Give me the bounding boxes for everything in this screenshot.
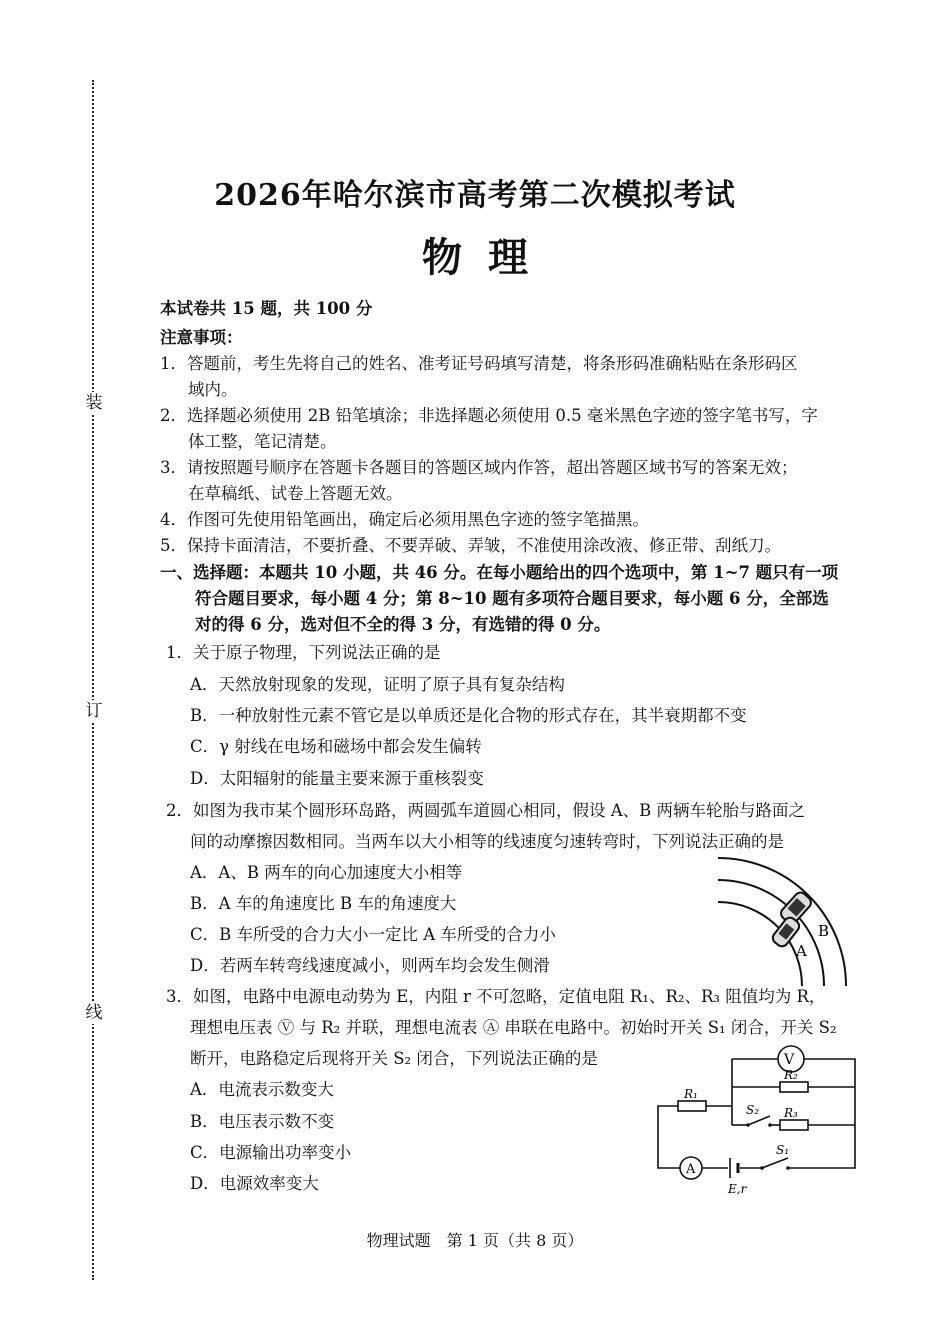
q2-stem-line-1: 2．如图为我市某个圆形环岛路，两圆弧车道圆心相同，假设 A、B 两辆车轮胎与路面之 — [166, 801, 806, 820]
binding-char-zhuang: 装 — [85, 393, 103, 413]
notice-4: 4．作图可先使用铅笔画出，确定后必须用黑色字迹的签字笔描黑。 — [160, 510, 649, 529]
label-a: A — [796, 942, 807, 960]
subject-title: 物理 — [422, 234, 554, 281]
notice-1-line-1: 1．答题前，考生先将自己的姓名、准考证号码填写清楚，将条形码准确粘贴在条形码区 — [160, 354, 798, 373]
section-1-line-1: 一、选择题：本题共 10 小题，共 46 分。在每小题给出的四个选项中，第 1~7 题只有一项 — [160, 563, 839, 582]
s2-label: S₂ — [746, 1103, 760, 1117]
r1-resistor — [678, 1101, 706, 1111]
binding-char-xian: 线 — [85, 1003, 103, 1023]
page-footer: 物理试题 第 1 页（共 8 页） — [366, 1231, 584, 1250]
section-1-line-3: 对的得 6 分，选对但不全的得 3 分，有选错的得 0 分。 — [195, 615, 611, 634]
notice-1-line-2: 域内。 — [188, 380, 238, 399]
s1-switch — [762, 1158, 788, 1168]
q3-option-b: B．电压表示数不变 — [190, 1112, 335, 1131]
q1-option-a: A．天然放射现象的发现，证明了原子具有复杂结构 — [190, 675, 565, 694]
notice-2-line-1: 2．选择题必须使用 2B 铅笔填涂；非选择题必须使用 0.5 毫米黑色字迹的签字笔书写，字 — [160, 406, 818, 425]
q3-stem-line-3: 断开，电路稳定后现将开关 S₂ 闭合，下列说法正确的是 — [190, 1049, 598, 1068]
s2-switch — [748, 1116, 770, 1125]
q3-option-a: A．电流表示数变大 — [190, 1080, 334, 1099]
q2-option-a: A．A、B 两车的向心加速度大小相等 — [190, 863, 463, 882]
notice-3-line-1: 3．请按照题号顺序在答题卡各题目的答题区域内作答，超出答题区域书写的答案无效； — [160, 458, 798, 477]
s1-label: S₁ — [776, 1143, 790, 1157]
voltmeter-label: V — [784, 1052, 795, 1068]
q1-stem: 1．关于原子物理，下列说法正确的是 — [166, 643, 441, 662]
q3-option-c: C．电源输出功率变小 — [190, 1143, 352, 1162]
r1-label: R₁ — [684, 1087, 698, 1101]
q3-stem-line-2: 理想电压表 Ⓥ 与 R₂ 并联，理想电流表 Ⓐ 串联在电路中。初始时开关 S₁ 闭合，开关 S₂ — [190, 1018, 837, 1037]
q2-option-c: C．B 车所受的合力大小一定比 A 车所受的合力小 — [190, 925, 556, 944]
battery-label: E,r — [728, 1182, 747, 1196]
q2-option-b: B．A 车的角速度比 B 车的角速度大 — [190, 894, 457, 913]
r3-label: R₃ — [784, 1106, 798, 1120]
notice-3-line-2: 在草稿纸、试卷上答题无效。 — [188, 484, 403, 503]
label-b: B — [818, 922, 830, 940]
binding-char-ding: 订 — [85, 701, 103, 721]
notice-5: 5．保持卡面清洁，不要折叠、不要弄破、弄皱，不准使用涂改液、修正带、刮纸刀。 — [160, 536, 781, 555]
q1-option-d: D．太阳辐射的能量主要来源于重核裂变 — [190, 769, 484, 788]
q3-option-d: D．电源效率变大 — [190, 1174, 319, 1193]
q1-option-c: C．γ 射线在电场和磁场中都会发生偏转 — [190, 737, 482, 756]
roundabout-figure — [700, 852, 860, 986]
notice-heading: 注意事项： — [160, 328, 243, 347]
circuit-figure — [650, 1040, 865, 1200]
section-1-line-2: 符合题目要求，每小题 4 分；第 8~10 题有多项符合题目要求，每小题 6 分，全部选 — [195, 589, 829, 608]
exam-info: 本试卷共 15 题，共 100 分 — [160, 299, 373, 318]
q1-option-b: B．一种放射性元素不管它是以单质还是化合物的形式存在，其半衰期都不变 — [190, 706, 747, 725]
q2-stem-line-2: 间的动摩擦因数相同。当两车以大小相等的线速度匀速转弯时，下列说法正确的是 — [190, 832, 784, 851]
q2-option-d: D．若两车转弯线速度减小，则两车均会发生侧滑 — [190, 956, 550, 975]
ammeter-label: A — [686, 1162, 696, 1177]
exam-title: 2026年哈尔滨市高考第二次模拟考试 — [214, 178, 736, 213]
r3-resistor — [780, 1120, 808, 1130]
r2-label: R₂ — [784, 1068, 798, 1082]
r2-resistor — [780, 1082, 808, 1092]
q3-stem-line-1: 3．如图，电路中电源电动势为 E，内阻 r 不可忽略，定值电阻 R₁、R₂、R₃ 阻值均为 R， — [166, 987, 826, 1006]
notice-2-line-2: 体工整，笔记清楚。 — [188, 432, 337, 451]
